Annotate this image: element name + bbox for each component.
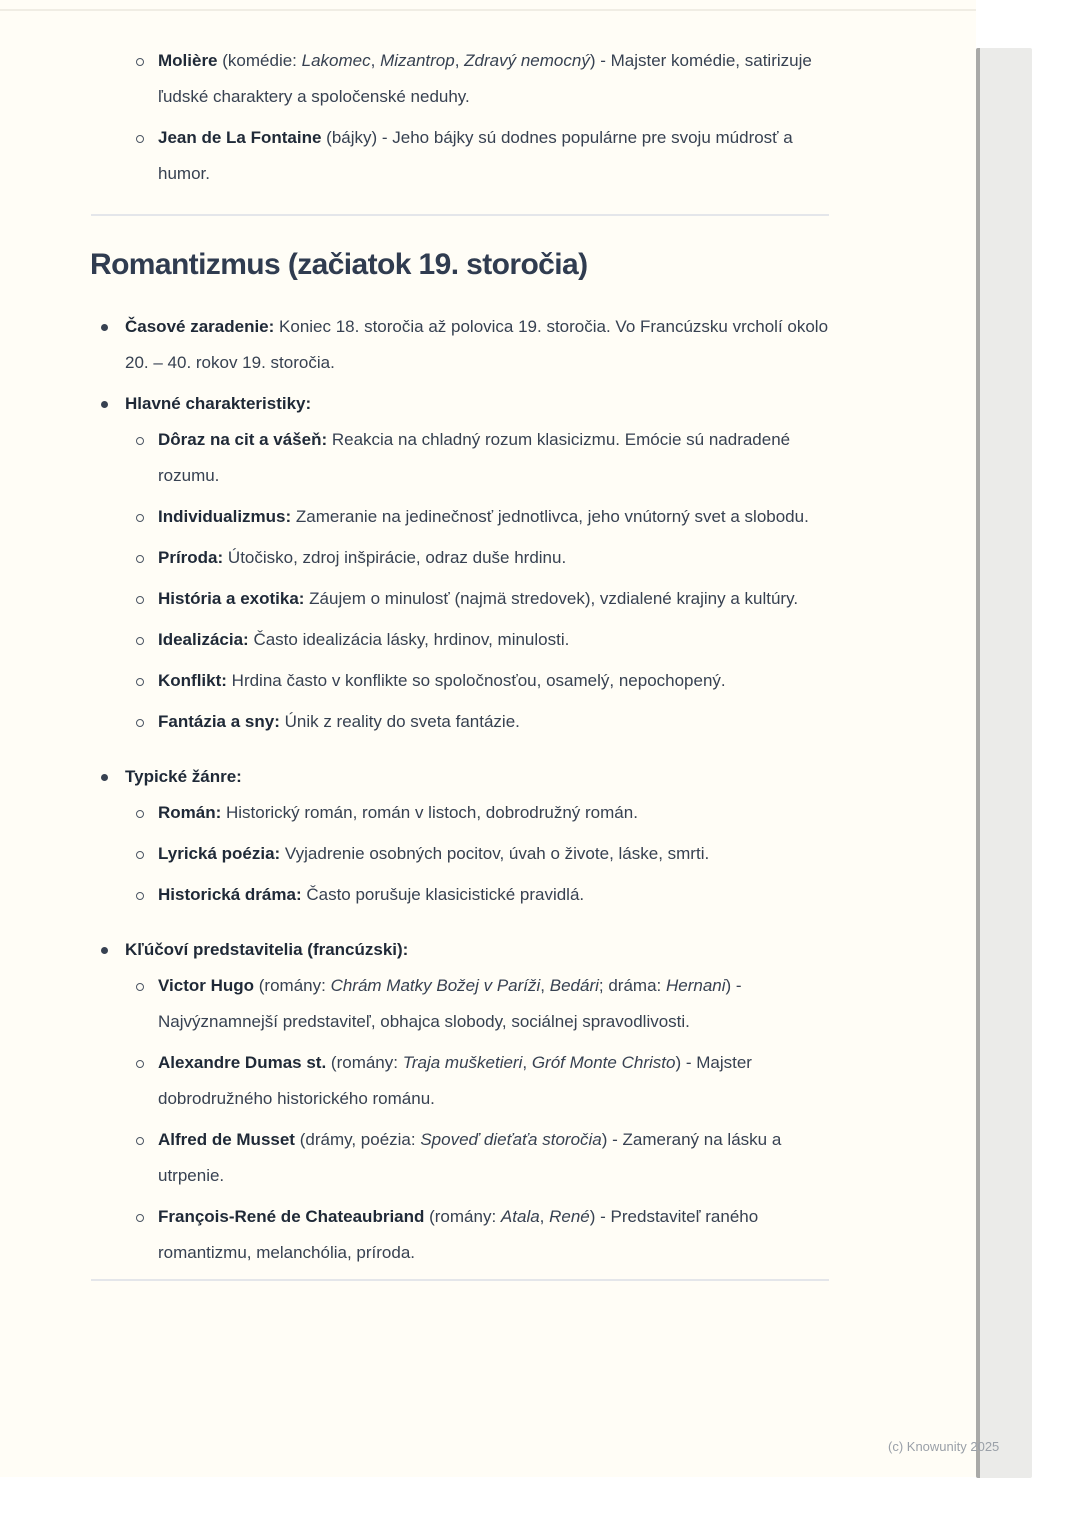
bold-text: Molière [158, 51, 218, 70]
watermark: (c) Knowunity 2025 [888, 1439, 1000, 1454]
bold-text: Hlavné charakteristiky: [125, 394, 312, 413]
disc-bullet-icon [101, 947, 108, 954]
list-item-text [158, 1053, 752, 1108]
circle-bullet-icon [136, 514, 144, 522]
list-item-text [158, 803, 638, 822]
circle-bullet-icon [136, 596, 144, 604]
italic-text: Gróf Monte Christo [531, 1053, 676, 1072]
bold-text: Fantázia a sny: [158, 712, 280, 731]
circle-bullet-icon [136, 851, 144, 859]
list-item [90, 386, 830, 422]
bold-text: Lyrická poézia: [158, 844, 281, 863]
section-divider [91, 214, 829, 216]
plain-text: ) - Zameraný na lásku a utrpenie. [158, 1130, 782, 1185]
list-item-text [158, 128, 793, 183]
list-item-text [158, 630, 569, 649]
circle-bullet-icon [136, 678, 144, 686]
list-item [90, 1122, 830, 1194]
plain-text: ) - Najvýznamnejší predstaviteľ, obhajca slobody, sociálnej spravodlivosti. [158, 976, 742, 1031]
list-item [90, 499, 830, 535]
bold-text: Konflikt: [158, 671, 227, 690]
main-list [90, 309, 830, 1271]
circle-bullet-icon [136, 637, 144, 645]
list-item-text [158, 844, 709, 863]
bold-text: Idealizácia: [158, 630, 249, 649]
disc-bullet-icon [101, 324, 108, 331]
list-item [90, 968, 830, 1040]
list-item [90, 581, 830, 617]
page-top-edge-line [0, 9, 976, 11]
list-item-text [158, 671, 726, 690]
bottom-divider [91, 1279, 829, 1281]
plain-text: Často idealizácia lásky, hrdinov, minulosti. [248, 630, 570, 649]
plain-text: (komédie: [217, 51, 302, 70]
plain-text: Reakcia na chladný rozum klasicizmu. Emócie sú nadradené rozumu. [158, 430, 791, 485]
bold-text: Jean de La Fontaine [158, 128, 322, 147]
plain-text: (drámy, poézia: [294, 1130, 421, 1149]
bold-text: Alfred de Musset [158, 1130, 295, 1149]
list-item [90, 1045, 830, 1117]
list-item [90, 704, 830, 740]
circle-bullet-icon [136, 437, 144, 445]
plain-text: , [522, 1053, 532, 1072]
list-item-text [125, 940, 408, 959]
list-item [90, 759, 830, 795]
list-item [90, 422, 830, 494]
bold-text: Kľúčoví predstavitelia (francúzski): [125, 940, 409, 959]
bold-text: Dôraz na cit a vášeň: [158, 430, 328, 449]
plain-text: Útočisko, zdroj inšpirácie, odraz duše hrdinu. [223, 548, 567, 567]
list-item [90, 795, 830, 831]
bold-text: História a exotika: [158, 589, 305, 608]
plain-text: , [540, 976, 550, 995]
list-item [90, 663, 830, 699]
plain-text: ) - Predstaviteľ raného romantizmu, melanchólia, príroda. [158, 1207, 759, 1262]
list-item [90, 120, 830, 192]
italic-text: Traja mušketieri [402, 1053, 523, 1072]
plain-text: ) - Majster komédie, satirizuje ľudské charaktery a spoločenské neduhy. [158, 51, 812, 106]
italic-text: Lakomec [301, 51, 371, 70]
plain-text: Únik z reality do sveta fantázie. [279, 712, 520, 731]
list-item-text [158, 885, 584, 904]
list-item-text [158, 507, 809, 526]
plain-text: , [454, 51, 465, 70]
circle-bullet-icon [136, 892, 144, 900]
circle-bullet-icon [136, 983, 144, 991]
italic-text: Atala [500, 1207, 540, 1226]
list-item-text [158, 712, 520, 731]
list-item-text [125, 317, 828, 372]
plain-text: (romány: [326, 1053, 403, 1072]
list-item [90, 877, 830, 913]
italic-text: René [549, 1207, 590, 1226]
plain-text: , [370, 51, 381, 70]
plain-text: Zameranie na jedinečnosť jednotlivca, jeho vnútorný svet a slobodu. [291, 507, 809, 526]
plain-text: Často porušuje klasicistické pravidlá. [301, 885, 585, 904]
bold-text: Typické žánre: [125, 767, 242, 786]
italic-text: Chrám Matky Božej v Paríži [330, 976, 541, 995]
list-item-text [125, 767, 242, 786]
plain-text: Záujem o minulosť (najmä stredovek), vzdialené krajiny a kultúry. [304, 589, 799, 608]
bold-text: Časové zaradenie: [125, 317, 275, 336]
list-item-text [158, 1130, 781, 1185]
circle-bullet-icon [136, 1137, 144, 1145]
italic-text: Mizantrop [380, 51, 455, 70]
disc-bullet-icon [101, 774, 108, 781]
plain-text: Hrdina často v konflikte so spoločnosťou, osamelý, nepochopený. [226, 671, 726, 690]
plain-text: , [539, 1207, 550, 1226]
disc-bullet-icon [101, 401, 108, 408]
bold-text: Victor Hugo [158, 976, 255, 995]
list-item [90, 1199, 830, 1271]
circle-bullet-icon [136, 58, 144, 66]
intro-list [90, 43, 830, 192]
italic-text: Hernani [665, 976, 726, 995]
list-item-text [158, 976, 742, 1031]
italic-text: Spoveď dieťaťa storočia [420, 1130, 602, 1149]
plain-text: Historický román, román v listoch, dobrodružný román. [221, 803, 638, 822]
plain-text: (romány: [254, 976, 331, 995]
plain-text: ; dráma: [598, 976, 666, 995]
italic-text: Zdravý nemocný [464, 51, 590, 70]
bold-text: Román: [158, 803, 222, 822]
circle-bullet-icon [136, 1060, 144, 1068]
circle-bullet-icon [136, 1214, 144, 1222]
plain-text: Vyjadrenie osobných pocitov, úvah o živote, láske, smrti. [280, 844, 710, 863]
bold-text: Individualizmus: [158, 507, 292, 526]
circle-bullet-icon [136, 810, 144, 818]
list-item-text [158, 1207, 758, 1262]
circle-bullet-icon [136, 135, 144, 143]
section-heading: Romantizmus (začiatok 19. storočia) [90, 248, 588, 281]
list-item-text [158, 430, 790, 485]
list-item-text [158, 51, 812, 106]
list-item [90, 43, 830, 115]
list-item-text [158, 589, 798, 608]
scrollbar-track[interactable] [976, 48, 1032, 1478]
document-content [90, 43, 830, 1289]
bold-text: Historická dráma: [158, 885, 302, 904]
circle-bullet-icon [136, 555, 144, 563]
bold-text: Príroda: [158, 548, 224, 567]
list-item [90, 622, 830, 658]
circle-bullet-icon [136, 719, 144, 727]
plain-text: (romány: [424, 1207, 501, 1226]
italic-text: Bedári [549, 976, 599, 995]
plain-text: ) - Majster dobrodružného historického románu. [158, 1053, 752, 1108]
list-item [90, 932, 830, 968]
plain-text: (bájky) - Jeho bájky sú dodnes populárne pre svoju múdrosť a humor. [158, 128, 793, 183]
list-item [90, 836, 830, 872]
bold-text: François-René de Chateaubriand [158, 1207, 425, 1226]
bold-text: Alexandre Dumas st. [158, 1053, 327, 1072]
plain-text: Koniec 18. storočia až polovica 19. storočia. Vo Francúzsku vrcholí okolo 20. – 40. rokov 19. storočia. [125, 317, 829, 372]
list-item [90, 309, 830, 381]
list-item [90, 540, 830, 576]
list-item-text [125, 394, 311, 413]
list-item-text [158, 548, 566, 567]
